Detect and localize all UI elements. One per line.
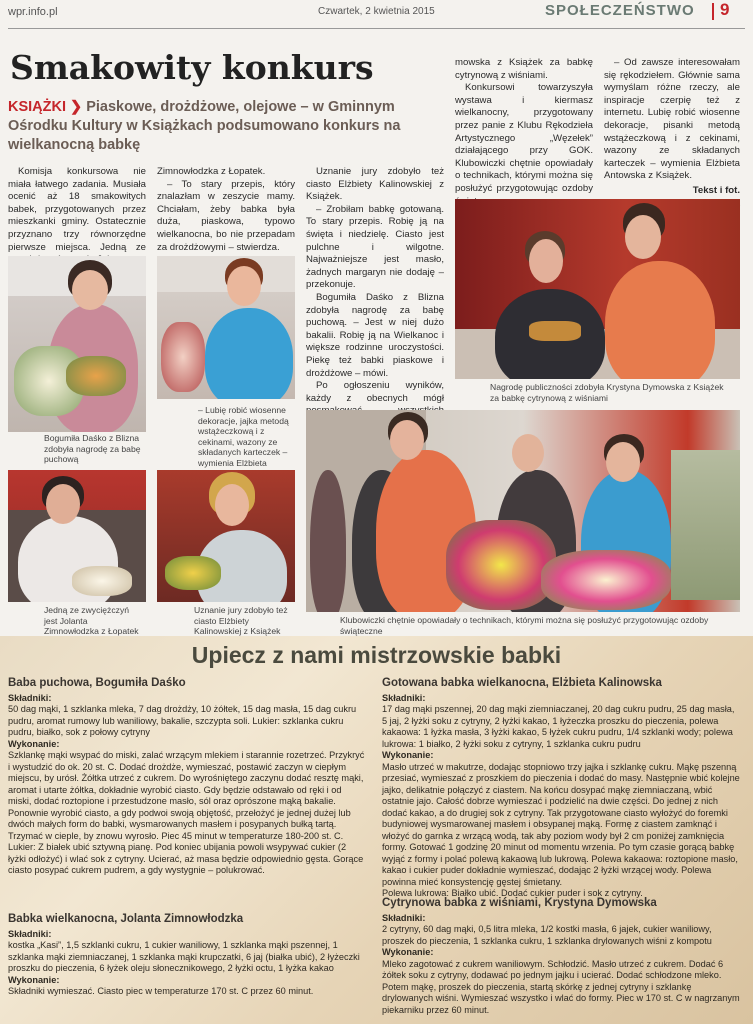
recipe-2-ingredients: kostka „Kasi”, 1,5 szklanki cukru, 1 cukier waniliowy, 1 szklanka mąki pszennej, 1 szklanka mąki ziemniaczanej, 1 szklanka mąki krupczatki, 6 jaj (białka ubić), 2 łyżeczki proszku do pieczenia, 6 łyżek oleju słonecznikowego, 2 łyżki octu, 1 łyżka kakao [8, 940, 360, 973]
recipe-baba-puchowa [8, 678, 366, 877]
photo-kalinowska [157, 470, 295, 602]
caption-6: Klubowiczki chętnie opowiadały o technikach, którymi można się posłużyć przygotowując ozdoby świąteczne [340, 615, 709, 636]
photo-antowska [157, 256, 295, 399]
category-arrow-icon: ❯ [66, 99, 87, 115]
caption-4: Jedną ze zwyciężczyń jest Jolanta Zimnowłodzka z Łopatek [44, 605, 139, 636]
recipe-1-preparation: Szklankę mąki wsypać do miski, zalać wrzącym mlekiem i starannie rozetrzeć. Przykryć i wystudzić do ok. 20 st. C. Dodać drożdże, wymieszać, postawić zaczyn w ciepłym miejscu, by urósł. Żółtka utrzeć z cukrem. Do wyrośniętego zaczynu dodać resztę mąki, aromat i utarte żółtka, dokładnie wyrobić ciasto. Gdy będzie odstawało od ręki i od miski, dodać roztopione i przestudzone masło, sól oraz oprószone mąką bakalie. Ponownie wyrobić ciasto, a gdy podwoi swoją objętość, przełożyć je jednej dużej lub dwóch małych form do babki, wysmarowanych masłem i posypanych bułką tartą. Trzymać w cieple, by znowu wyrosło. Piec 45 minut w temperaturze 180-200 st. C. [8, 750, 365, 841]
article-col-5 [604, 57, 740, 210]
photo-klubowiczki [306, 410, 740, 612]
section-title: SPOŁECZEŃSTWO [545, 2, 695, 19]
page-header [0, 0, 753, 26]
col3d-text: Po ogłoszeniu wyników, każdy z obecnych mógł [306, 380, 444, 404]
caption-3: Nagrodę publiczności zdobyła Krystyna Dymowska z Książek za babkę cytrynową z wiśniami [490, 382, 724, 403]
recipe-4-ingredients: 2 cytryny, 60 dag mąki, 0,5 litra mleka, 1/2 kostki masła, 6 jajek, cukier waniliowy, proszek do pieczenia, 1 szklanka cukru, 1 szklanka drylowanych wiśni z kompotu [382, 924, 712, 946]
recipe-3-glaze: Polewa lukrowa: Białko ubić. Dodać cukier puder i sok z cytryny. [382, 888, 643, 898]
col5a-text: – Od zawsze interesowałam się rękodziełem. Głównie sama wymyślam różne rzeczy, ale inspiracje czerpię też z internetu. Lubię robić wiosenne dekoracje, pisanki metodą wstążeczkową i z cekinami, wazony ze składanych karteczek – wymienia Elżbieta Antowska z Książek. [604, 57, 740, 182]
recipe-3-prep-label: Wykonanie: [382, 750, 434, 760]
col1-text: Komisja konkursowa nie miała łatwego zadania. Musiała ocenić aż 18 smakowitych babek, przygotowanych przez mieszkanki gminy. Ostatecznie przyznano trzy równorzędne pierwsze miejsca. Jedną ze [8, 166, 146, 253]
header-rule [8, 28, 745, 29]
photo-dymowska [455, 199, 740, 379]
recipe-2-prep-label: Wykonanie: [8, 974, 60, 985]
recipe-4-preparation: Mleko zagotować z cukrem waniliowym. Schłodzić. Masło utrzeć z cukrem. Dodać 6 żółtek soku z cytryny, dodawać po jednym jajku i ucierać. Dodać schłodzone mleko. Potem mąkę, proszek do pieczenia, startą skórkę z jednej cytryny i szklankę drylowanych wiśni. Wymieszać wszystko i wlać do formy. Piec w 170 st. C w nagrzanym piekarniku przez 60 minut. [382, 958, 740, 1015]
recipe-4-title: Cytrynowa babka z wiśniami, Krystyna Dymowska [382, 897, 657, 909]
article-title: Smakowity konkurs [10, 48, 374, 87]
issue-date: Czwartek, 2 kwietnia 2015 [318, 6, 435, 17]
page-number: 9 [720, 0, 730, 19]
recipe-2-title: Babka wielkanocna, Jolanta Zimnowłodzka [8, 913, 244, 925]
col3c-text: Bogumiła Daśko z Blizna zdobyła nagrodę za babę puchową. – Jest w niej dużo bakalii. Robię ją na Wielkanoc i większe rodzinne uroczystości. Piekę też babki piaskowe i drożdżowe – mówi. [306, 291, 444, 379]
article-lead [8, 98, 448, 155]
recipe-2-preparation: Składniki wymieszać. Ciasto piec w temperaturze 170 st. C przez 60 minut. [8, 986, 314, 996]
photo-jolanta [8, 470, 146, 602]
recipe-2-ing-label: Składniki: [8, 928, 52, 939]
recipe-4-prep-label: Wykonanie: [382, 947, 434, 957]
recipe-1-title: Baba puchowa, Bogumiła Daśko [8, 677, 186, 689]
lead-text: Piaskowe, drożdżowe, olejowe – w Gminnym Ośrodku Kultury w Książkach podsumowano konkurs na wielkanocną babkę [8, 99, 401, 153]
col2b-text: – To stary przepis, który znalazłam w zeszycie mamy. Chciałam, żeby babka była duża, piaskowa, typowo wielkanocna, bo nie przepadam za drożdżowymi – stwierdza. [157, 178, 295, 253]
article-category: KSIĄŻKI [8, 99, 66, 115]
recipes-box [0, 636, 753, 1024]
col4b-text: Konkursowi towarzyszyła wystawa i kiermasz wielkanocny, przygotowany przez panie z Klubu Rękodzieła Artystycznego „Węzełek” działającego przy GOK. Klubowiczki chętnie opowiadały o technikach, którymi można się posłużyć przygotowując ozdoby [455, 82, 593, 194]
caption-1: Bogumiła Daśko z Blizna zdobyła nagrodę za babę puchową [44, 433, 141, 464]
photo-bogumila [8, 256, 146, 432]
recipe-cytrynowa-babka [382, 898, 740, 1016]
recipe-3-ing-label: Składniki: [382, 692, 426, 703]
caption-5: Uznanie jury zdobyło też ciasto Elżbiety Kalinowskiej z Książek [194, 605, 288, 636]
byline-label: Tekst i fot. [692, 184, 740, 196]
recipe-1-prep-label: Wykonanie: [8, 738, 60, 749]
col3a-text: Uznanie jury zdobyło też ciasto Elżbiety Kalinowskiej z Książek. [306, 166, 444, 203]
recipe-1-glaze: Lukier: Z białek ubić sztywną pianę. Pod koniec ubijania powoli wsypywać cukier (2 łyżki odłożyć) i wlać sok z cytryny. Ucierać, aż masa będzie odpowiednio gęsta. Gorące ciasto posypać cukrem pudrem, a gdy wystygnie – polukrować. [8, 842, 364, 875]
recipe-babka-wielkanocna [8, 914, 366, 998]
recipe-1-ingredients: 50 dag mąki, 1 szklanka mleka, 7 dag drożdży, 10 żółtek, 15 dag masła, 15 dag cukru pudru, aromat rumowy lub waniliowy, bakalie, szczypta soli. Lukier: szklanka cukru pudru, białko, sok z połowy cytryny [8, 704, 357, 737]
col3b-text: – Zrobiłam babkę gotowaną. To stary przepis. Robię ją na święta i niedzielę. Ciasto jest pulchne i wilgotne. Najważniejsze jest masło, żadnych margaryn nie dodaję – przekonuje. [306, 203, 444, 291]
recipe-3-title: Gotowana babka wielkanocna, Elżbieta Kalinowska [382, 677, 662, 689]
site-url[interactable]: wpr.info.pl [8, 6, 58, 18]
recipe-gotowana-babka [382, 678, 740, 900]
recipe-3-ingredients: 17 dag mąki pszennej, 20 dag mąki ziemniaczanej, 20 dag cukru pudru, 25 dag masła, 5 jaj, 2 łyżki soku z cytryny, 2 łyżki kakao, 1 łyżeczka proszku do pieczenia, polewa kakaowa: 1 łyżka masła, 3 łyżki kakao, 5 łyżek cukru pudru, 1/4 szklanki wody; polewa lukrowa: 1 białko, 2 łyżki soku z cytryny, 1 szklanka cukru pudru [382, 704, 735, 749]
article-col-4 [455, 57, 593, 208]
caption-2: – Lubię robić wiosenne dekoracje, jajka metodą wstążeczkową i z cekinami, wazony ze składanych karteczek – wymienia Elżbieta [198, 405, 289, 468]
article-col-1 [8, 166, 146, 267]
recipe-3-preparation: Masło utrzeć w makutrze, dodając stopniowo trzy jajka i szklankę cukru. Mąkę pszenną przesiać, wymieszać z proszkiem do pieczenia i dodać do masy. Następnie wbić kolejne jajko, delikatnie połączyć z ciastem. Na końcu dosypać mąkę ziemniaczaną, wbić ostatnie jajo. Całość dobrze wymieszać i podzielić na dwie części. Do jednej z nich dodać kakao, a do drugiej sok z cytryny. Tak przygotowane ciasto wyłożyć do foremki budyniowej wysmarowanej masłem i obsypanej mąką. Formę z ciastem zamknąć i włożyć do garnka z wrzącą wodą, tak aby poziom wody był 2 cm poniżej zamknięcia formy. Gotować 1 godzinę 20 minut od momentu wrzenia. Po tym czasie gorącą babkę wyjąć z formy i polać polewą kakaową lub lukrową. Polewa kakaowa: roztopione masło, kakao i cukier puder dokładnie wymieszać, dodając 2 łyżki wrzącej wody. Polewa powinna mieć konsystencję gęstej śmietany. [382, 761, 740, 887]
recipes-title: Upiecz z nami mistrzowskie babki [191, 642, 562, 668]
recipe-4-ing-label: Składniki: [382, 912, 426, 923]
recipe-1-ing-label: Składniki: [8, 692, 52, 703]
col2-text: Zimnowłodzka z Łopatek. [157, 166, 266, 177]
section-divider [712, 3, 714, 20]
col4a-text: mowska z Książek za babkę cytrynową z wiśniami. [455, 57, 593, 81]
article-col-2 [157, 166, 295, 254]
